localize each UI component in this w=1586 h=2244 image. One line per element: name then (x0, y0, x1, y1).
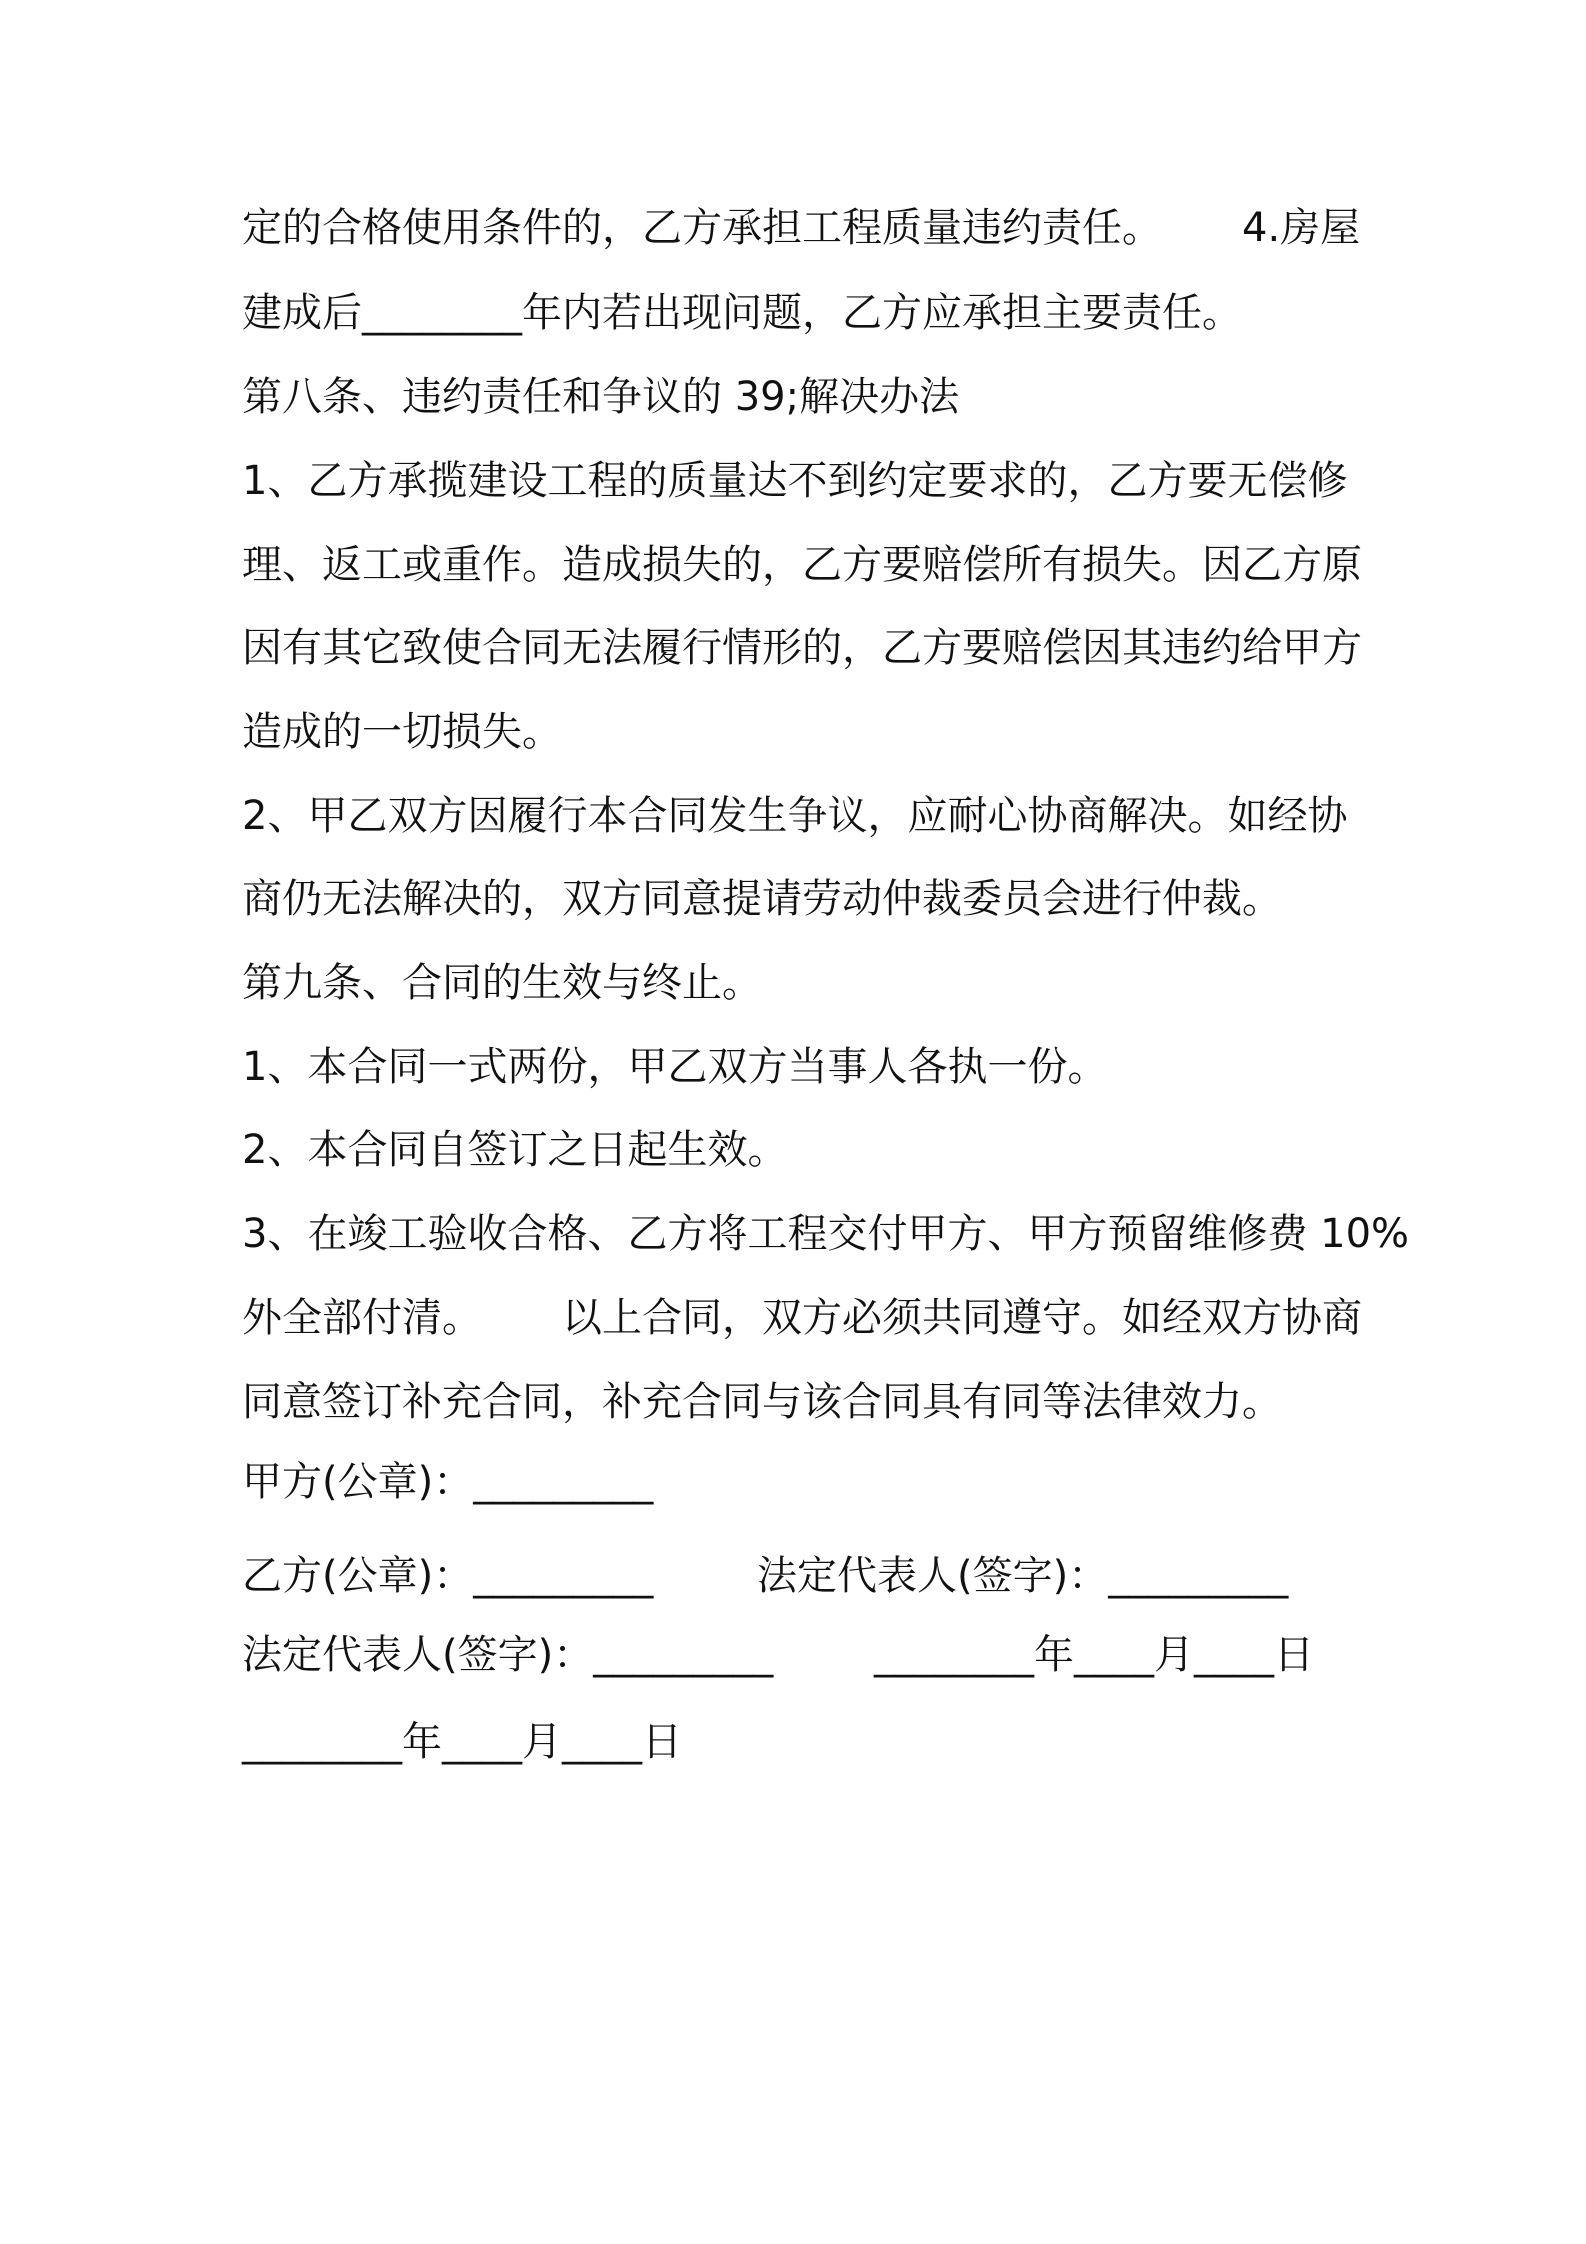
text-line-9: 商仍无法解决的，双方同意提请劳动仲裁委员会进行仲裁。 (242, 876, 1282, 922)
text-line-4: 1、乙方承揽建设工程的质量达不到约定要求的，乙方要无偿修 (242, 458, 1348, 504)
party-b-representative-line (242, 1625, 1362, 1685)
text-line-14 (242, 1288, 1362, 1348)
text-line-12: 2、本合同自签订之日起生效。 (242, 1127, 788, 1173)
party-b-representative: 法定代表人(签字)：_________ (242, 1632, 774, 1678)
party-b-seal: 乙方(公章)：_________ (242, 1553, 654, 1599)
text-line-14-main: 外全部付清。 (242, 1295, 482, 1341)
text-line-14-tail: 以上合同，双方必须共同遵守。如经双方协商 (562, 1295, 1362, 1341)
text-line-7: 造成的一切损失。 (242, 709, 562, 755)
text-line-1-main: 定的合格使用条件的，乙方承担工程质量违约责任。 (242, 205, 1162, 251)
text-line-11: 1、本合同一式两份，甲乙双方当事人各执一份。 (242, 1044, 1108, 1090)
text-line-1 (242, 198, 1362, 258)
party-b-date: ________年____月____日 (242, 1719, 682, 1765)
text-line-13: 3、在竣工验收合格、乙方将工程交付甲方、甲方预留维修费 10% (242, 1211, 1410, 1257)
text-line-5: 理、返工或重作。造成损失的，乙方要赔偿所有损失。因乙方原 (242, 542, 1362, 588)
party-a-date: ________年____月____日 (874, 1632, 1314, 1678)
party-b-seal-line (242, 1546, 1362, 1606)
text-line-6: 因有其它致使合同无法履行情形的，乙方要赔偿因其违约给甲方 (242, 625, 1362, 671)
text-line-2: 建成后________年内若出现问题，乙方应承担主要责任。 (242, 290, 1242, 336)
party-a-representative: 法定代表人(签字)：_________ (757, 1553, 1289, 1599)
article-8-heading: 第八条、违约责任和争议的 39;解决办法 (242, 374, 960, 420)
text-line-1-tail: 4.房屋 (1242, 205, 1361, 251)
party-a-seal-line: 甲方(公章)：_________ (242, 1459, 654, 1505)
article-9-heading: 第九条、合同的生效与终止。 (242, 960, 762, 1006)
text-line-15: 同意签订补充合同，补充合同与该合同具有同等法律效力。 (242, 1379, 1282, 1425)
text-line-8: 2、甲乙双方因履行本合同发生争议，应耐心协商解决。如经协 (242, 793, 1348, 839)
